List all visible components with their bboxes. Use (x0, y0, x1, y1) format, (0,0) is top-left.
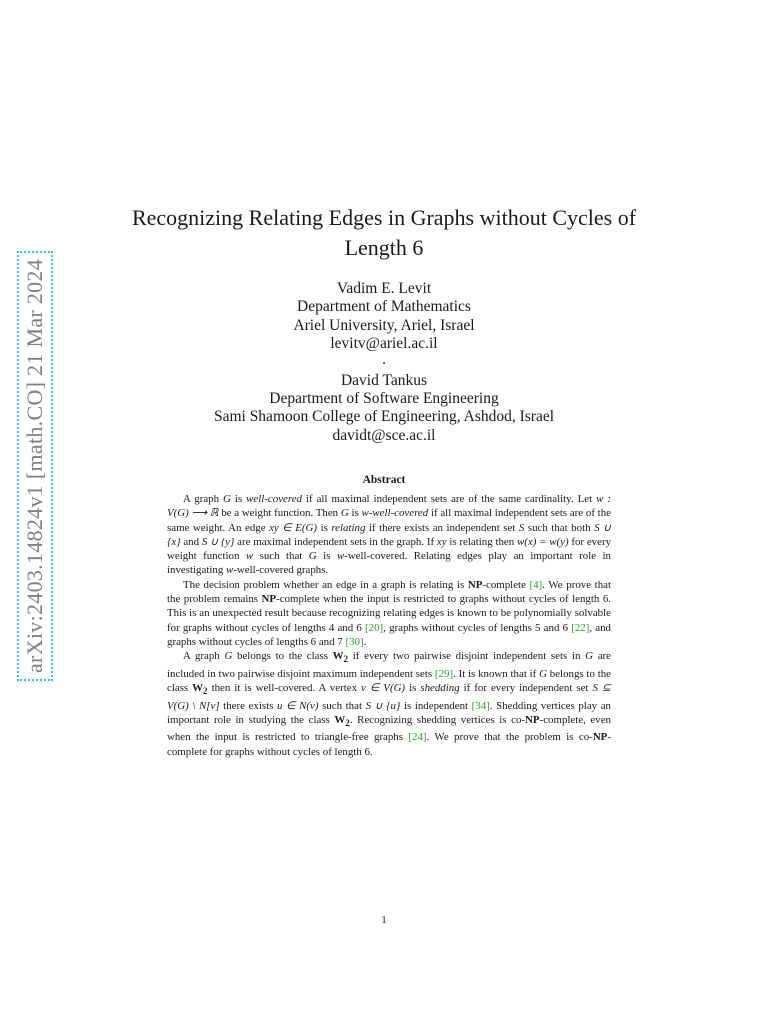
class-w2-symbol: $W_2$ (334, 713, 350, 728)
citation-link[interactable]: [20] (365, 621, 384, 634)
abstract-text: belongs to the class (232, 650, 333, 663)
abstract-text: The decision problem whether an edge in a graph is relating is (183, 578, 468, 591)
class-w2-symbol: $W_2$ (192, 682, 208, 697)
paper-title-line-2: Length 6 (344, 235, 424, 260)
math-expression: u ∈ N(v) (276, 699, 319, 712)
page-number: 1 (381, 914, 387, 926)
complexity-class: NP (467, 578, 483, 591)
abstract-text: -well-covered graphs. (233, 564, 329, 577)
math-symbol: G (308, 550, 317, 563)
abstract-text: . It is known that if (453, 667, 540, 680)
paper-title (120, 203, 648, 263)
term-emphasis: relating (331, 521, 366, 534)
author-email: levitv@ariel.ac.il (330, 335, 438, 353)
math-expression: S ⊆ V(G) \ N[v] (167, 682, 611, 712)
author-institution: Sami Shamoon College of Engineering, Ashdod, Israel (213, 408, 555, 426)
abstract-text: if all maximal independent sets are of the same weight. An edge (167, 507, 611, 534)
abstract-text: , and graphs without cycles of lengths 6 and 7 (167, 621, 612, 648)
math-symbol: G (340, 507, 349, 520)
math-expression: xy ∈ E(G) (269, 521, 318, 534)
math-expression: S ∪ {y} (201, 535, 235, 548)
math-symbol: G (223, 493, 231, 505)
math-expression: xy (436, 535, 447, 548)
author-separator: . (382, 350, 386, 368)
abstract-text: is (348, 507, 362, 520)
abstract-text: -complete, even when the input is restricted to triangle-free graphs (167, 713, 611, 744)
abstract-text: is independent (400, 699, 472, 712)
abstract-heading: Abstract (362, 474, 406, 486)
abstract-text: -well-covered. Relating edges play an important role in investigating (167, 550, 611, 577)
abstract-text: . Shedding vertices play an important role in studying the class (167, 699, 611, 726)
term-emphasis: w-well-covered (361, 507, 429, 520)
complexity-class: NP (525, 713, 540, 726)
abstract-text: is (316, 550, 337, 563)
math-symbol: G (585, 650, 593, 663)
abstract-text: such that (318, 699, 366, 712)
citation-link[interactable]: [29] (434, 667, 454, 680)
abstract-paragraph-3 (167, 649, 611, 759)
author-department: Department of Mathematics (297, 298, 471, 316)
abstract-text: is (317, 521, 332, 534)
term-emphasis: well-covered (246, 493, 302, 505)
abstract-text: and (180, 535, 202, 548)
abstract-paragraph-2 (167, 578, 611, 649)
abstract-text: are included in two pairwise disjoint maximum independent sets (167, 650, 611, 680)
math-expression: w : V(G) ⟶ ℝ (167, 493, 611, 520)
abstract-text: then it is well-covered. A vertex (207, 682, 361, 695)
math-symbol: S (518, 521, 525, 534)
math-symbol: G (539, 667, 547, 680)
abstract-text: is (405, 682, 421, 695)
paper-title-line-1: Recognizing Relating Edges in Graphs without Cycles of (131, 205, 637, 230)
abstract-text: A graph (183, 650, 225, 663)
abstract-text: if there exists an independent set (365, 521, 519, 534)
abstract-text: is (230, 493, 247, 505)
class-w2-symbol: $W_2$ (332, 650, 349, 665)
author-name: David Tankus (340, 371, 428, 389)
abstract-text: if every two pairwise disjoint independent sets in (348, 650, 586, 663)
abstract-text: are maximal independent sets in the graph. If (234, 535, 437, 548)
citation-link[interactable]: [22] (571, 621, 590, 634)
arxiv-identifier-link[interactable]: arXiv:2403.14824v1 [math.CO] 21 Mar 2024 (17, 251, 53, 681)
citation-link[interactable]: [30] (345, 635, 364, 648)
math-symbol: w (225, 564, 234, 577)
abstract-text: -complete when the input is restricted to graphs without cycles of length 6. This is an unexpected result because recognizing relating edges is known to be polynomially solvable for graphs without cycles of lengths 4 and 6 (167, 593, 611, 634)
author-department: Department of Software Engineering (269, 390, 499, 408)
author-block (120, 280, 648, 445)
abstract-text: -complete (482, 578, 530, 591)
abstract-text: . Recognizing shedding vertices is co- (349, 713, 526, 726)
abstract-text: -complete for graphs without cycles of length 6. (167, 731, 611, 758)
author-institution: Ariel University, Ariel, Israel (293, 316, 475, 334)
author-email: davidt@sce.ac.il (332, 426, 436, 444)
term-emphasis: shedding (420, 682, 460, 695)
abstract-text: such that both (524, 521, 595, 534)
abstract-text: . (363, 635, 367, 648)
citation-link[interactable]: [24] (408, 731, 427, 744)
abstract-text: be a weight function. Then (218, 507, 341, 520)
abstract-text: . We prove that the problem is co- (426, 731, 593, 744)
abstract-text: is relating then (446, 535, 517, 548)
abstract-text: A graph (183, 493, 224, 505)
abstract-text: there exists (219, 699, 277, 712)
math-expression: v ∈ V(G) (361, 682, 406, 695)
citation-link[interactable]: [34] (471, 699, 490, 712)
abstract-text: for every weight function (167, 535, 612, 563)
author-name: Vadim E. Levit (336, 280, 432, 297)
citation-link[interactable]: [4] (529, 578, 543, 591)
math-symbol: w (245, 550, 254, 563)
complexity-class: NP (261, 593, 277, 606)
abstract-text: if all maximal independent sets are of the same cardinality. Let (301, 493, 597, 505)
math-symbol: w (336, 550, 345, 563)
complexity-class: NP (592, 731, 608, 744)
abstract-text: such that (253, 550, 309, 563)
math-symbol: G (224, 650, 233, 663)
math-expression: S ∪ {u} (365, 699, 401, 712)
math-expression: w(x) = w(y) (516, 535, 569, 548)
abstract-text: if for every independent set (459, 682, 593, 695)
abstract-text: belongs to the class (167, 667, 611, 695)
abstract-text: , graphs without cycles of lengths 5 and 6 (383, 621, 572, 634)
abstract-body (167, 492, 611, 759)
abstract-paragraph-1 (167, 492, 611, 578)
math-expression: S ∪ {x} (167, 521, 612, 548)
abstract-text: . We prove that the problem remains (167, 578, 612, 606)
